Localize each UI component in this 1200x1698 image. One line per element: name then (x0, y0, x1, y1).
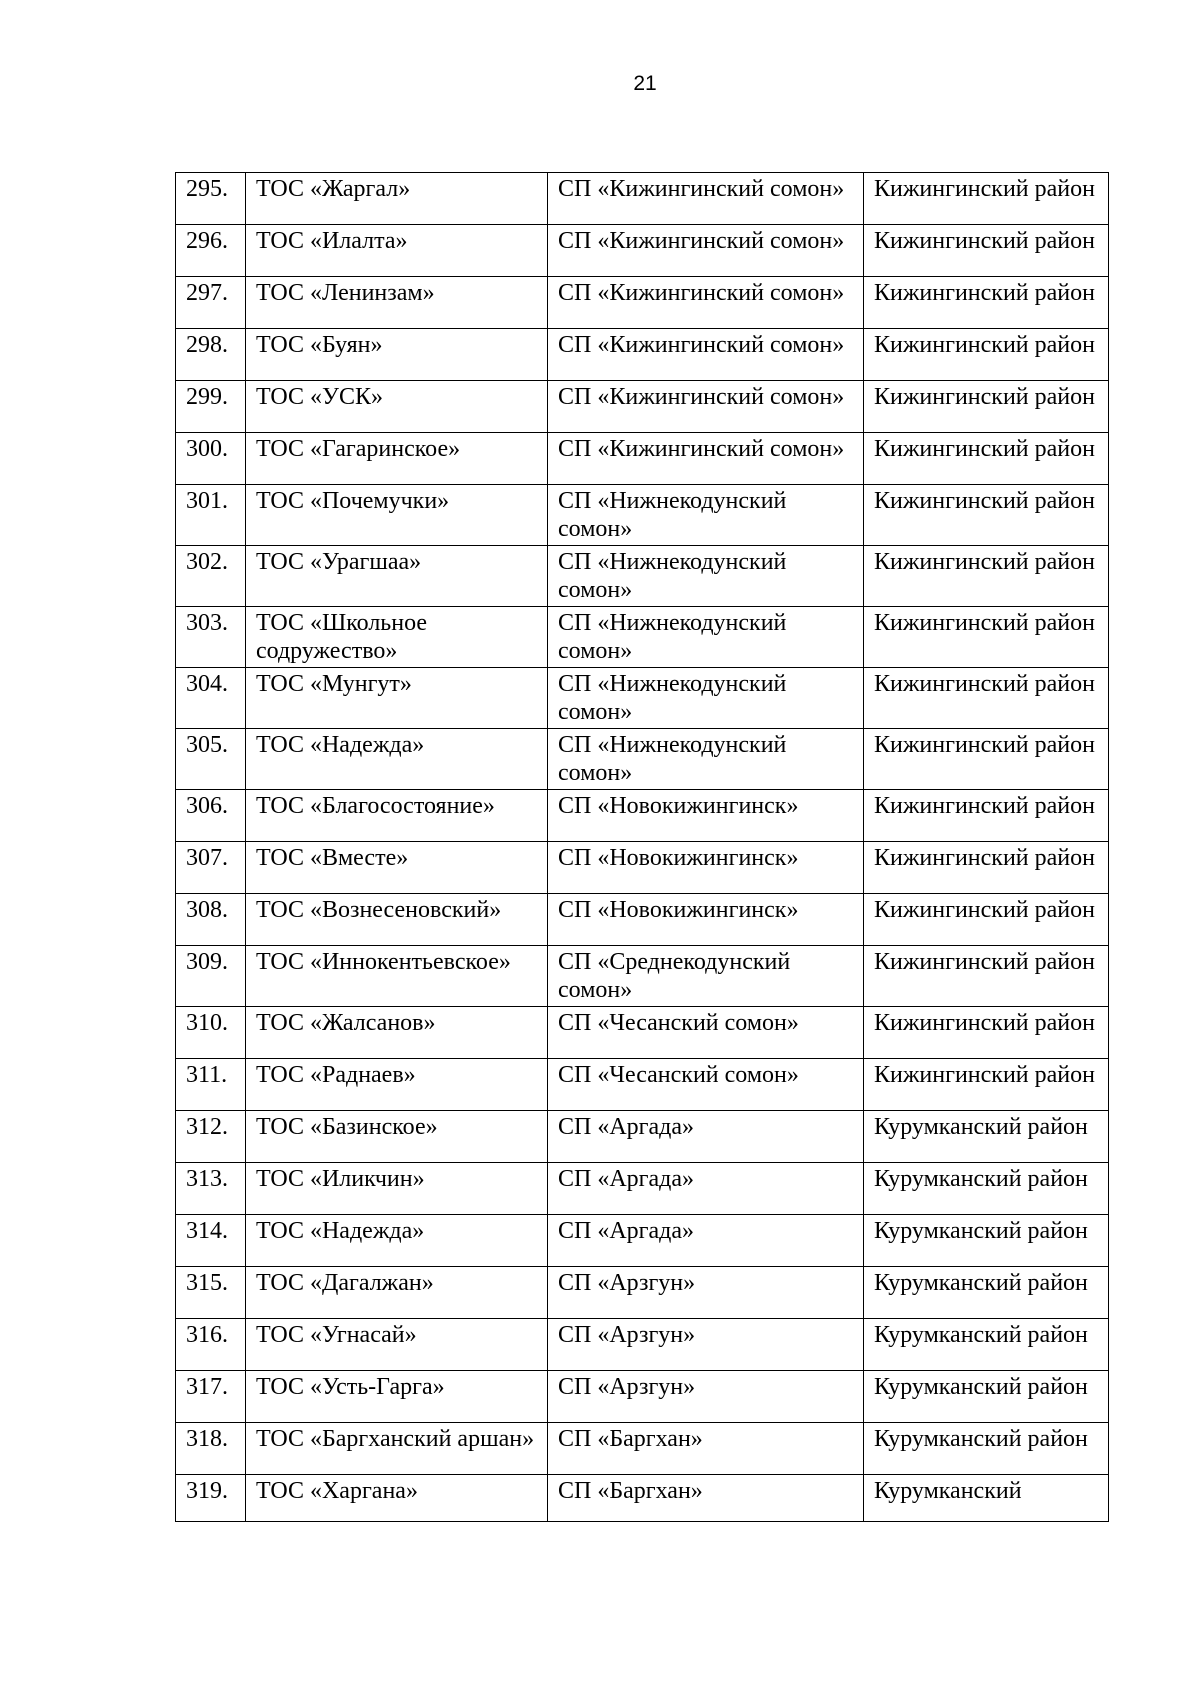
row-number-cell: 317. (176, 1371, 246, 1423)
row-number-cell: 295. (176, 173, 246, 225)
tos-name-cell: ТОС «Вместе» (246, 842, 548, 894)
row-number-cell: 319. (176, 1475, 246, 1522)
district-cell: Кижингинский район (864, 1059, 1109, 1111)
table-row (176, 729, 1109, 790)
row-number-cell: 311. (176, 1059, 246, 1111)
table-row (176, 225, 1109, 277)
table-row (176, 433, 1109, 485)
settlement-cell: СП «Арзгун» (548, 1319, 864, 1371)
row-number-cell: 314. (176, 1215, 246, 1267)
row-number-cell: 304. (176, 668, 246, 729)
table-row (176, 1007, 1109, 1059)
settlement-cell: СП «Кижингинский сомон» (548, 433, 864, 485)
settlement-cell: СП «Новокижингинск» (548, 842, 864, 894)
table-row (176, 1163, 1109, 1215)
settlement-cell: СП «Среднекодунский сомон» (548, 946, 864, 1007)
district-cell: Курумканский район (864, 1371, 1109, 1423)
settlement-cell: СП «Баргхан» (548, 1423, 864, 1475)
district-cell: Кижингинский район (864, 277, 1109, 329)
row-number-cell: 310. (176, 1007, 246, 1059)
table-row (176, 1111, 1109, 1163)
settlement-cell: СП «Новокижингинск» (548, 790, 864, 842)
row-number-cell: 308. (176, 894, 246, 946)
settlement-cell: СП «Кижингинский сомон» (548, 329, 864, 381)
tos-name-cell: ТОС «Иликчин» (246, 1163, 548, 1215)
settlement-cell: СП «Аргада» (548, 1111, 864, 1163)
district-cell: Курумканский район (864, 1215, 1109, 1267)
table-row (176, 607, 1109, 668)
district-cell: Кижингинский район (864, 381, 1109, 433)
tos-name-cell: ТОС «Дагалжан» (246, 1267, 548, 1319)
row-number-cell: 298. (176, 329, 246, 381)
tos-name-cell: ТОС «Усть-Гарга» (246, 1371, 548, 1423)
row-number-cell: 318. (176, 1423, 246, 1475)
tos-name-cell: ТОС «Ленинзам» (246, 277, 548, 329)
row-number-cell: 312. (176, 1111, 246, 1163)
tos-name-cell: ТОС «Илалта» (246, 225, 548, 277)
table-row (176, 790, 1109, 842)
table-row (176, 1059, 1109, 1111)
district-cell: Кижингинский район (864, 329, 1109, 381)
district-cell: Курумканский (864, 1475, 1109, 1522)
table-row (176, 1423, 1109, 1475)
tos-name-cell: ТОС «Школьное содружество» (246, 607, 548, 668)
district-cell: Кижингинский район (864, 1007, 1109, 1059)
table-row (176, 1267, 1109, 1319)
table-row (176, 1319, 1109, 1371)
tos-name-cell: ТОС «Благосостояние» (246, 790, 548, 842)
district-cell: Кижингинский район (864, 546, 1109, 607)
row-number-cell: 315. (176, 1267, 246, 1319)
table-row (176, 329, 1109, 381)
tos-name-cell: ТОС «Харгана» (246, 1475, 548, 1522)
table-body (176, 173, 1109, 1522)
row-number-cell: 296. (176, 225, 246, 277)
tos-name-cell: ТОС «Угнасай» (246, 1319, 548, 1371)
settlement-cell: СП «Арзгун» (548, 1371, 864, 1423)
table-row (176, 1215, 1109, 1267)
district-cell: Кижингинский район (864, 173, 1109, 225)
settlement-cell: СП «Чесанский сомон» (548, 1059, 864, 1111)
table-row (176, 1371, 1109, 1423)
settlement-cell: СП «Нижнекодунский сомон» (548, 546, 864, 607)
district-cell: Кижингинский район (864, 894, 1109, 946)
tos-name-cell: ТОС «Буян» (246, 329, 548, 381)
district-cell: Кижингинский район (864, 842, 1109, 894)
settlement-cell: СП «Аргада» (548, 1215, 864, 1267)
district-cell: Кижингинский район (864, 225, 1109, 277)
district-cell: Курумканский район (864, 1267, 1109, 1319)
settlement-cell: СП «Баргхан» (548, 1475, 864, 1522)
settlement-cell: СП «Кижингинский сомон» (548, 277, 864, 329)
district-cell: Кижингинский район (864, 433, 1109, 485)
settlement-cell: СП «Нижнекодунский сомон» (548, 668, 864, 729)
settlement-cell: СП «Нижнекодунский сомон» (548, 607, 864, 668)
tos-name-cell: ТОС «Жалсанов» (246, 1007, 548, 1059)
settlement-cell: СП «Арзгун» (548, 1267, 864, 1319)
settlement-cell: СП «Кижингинский сомон» (548, 173, 864, 225)
tos-name-cell: ТОС «Базинское» (246, 1111, 548, 1163)
table-row (176, 946, 1109, 1007)
table-row (176, 894, 1109, 946)
tos-name-cell: ТОС «Мунгут» (246, 668, 548, 729)
table-row (176, 1475, 1109, 1522)
district-cell: Курумканский район (864, 1423, 1109, 1475)
row-number-cell: 300. (176, 433, 246, 485)
settlement-cell: СП «Аргада» (548, 1163, 864, 1215)
tos-registry-table (175, 172, 1109, 1522)
district-cell: Курумканский район (864, 1163, 1109, 1215)
row-number-cell: 306. (176, 790, 246, 842)
settlement-cell: СП «Нижнекодунский сомон» (548, 729, 864, 790)
tos-name-cell: ТОС «Надежда» (246, 729, 548, 790)
settlement-cell: СП «Нижнекодунский сомон» (548, 485, 864, 546)
tos-name-cell: ТОС «УСК» (246, 381, 548, 433)
tos-name-cell: ТОС «Баргханский аршан» (246, 1423, 548, 1475)
row-number-cell: 313. (176, 1163, 246, 1215)
settlement-cell: СП «Чесанский сомон» (548, 1007, 864, 1059)
settlement-cell: СП «Кижингинский сомон» (548, 225, 864, 277)
tos-name-cell: ТОС «Иннокентьевское» (246, 946, 548, 1007)
row-number-cell: 299. (176, 381, 246, 433)
district-cell: Кижингинский район (864, 668, 1109, 729)
district-cell: Кижингинский район (864, 607, 1109, 668)
settlement-cell: СП «Новокижингинск» (548, 894, 864, 946)
table-row (176, 485, 1109, 546)
tos-name-cell: ТОС «Вознесеновский» (246, 894, 548, 946)
row-number-cell: 309. (176, 946, 246, 1007)
table-row (176, 546, 1109, 607)
district-cell: Курумканский район (864, 1111, 1109, 1163)
tos-name-cell: ТОС «Надежда» (246, 1215, 548, 1267)
tos-name-cell: ТОС «Раднаев» (246, 1059, 548, 1111)
table-row (176, 381, 1109, 433)
district-cell: Кижингинский район (864, 485, 1109, 546)
page-number: 21 (633, 72, 657, 95)
district-cell: Кижингинский район (864, 790, 1109, 842)
district-cell: Кижингинский район (864, 946, 1109, 1007)
table-row (176, 277, 1109, 329)
table-row (176, 173, 1109, 225)
row-number-cell: 297. (176, 277, 246, 329)
row-number-cell: 316. (176, 1319, 246, 1371)
row-number-cell: 301. (176, 485, 246, 546)
settlement-cell: СП «Кижингинский сомон» (548, 381, 864, 433)
table-row (176, 668, 1109, 729)
tos-name-cell: ТОС «Гагаринское» (246, 433, 548, 485)
district-cell: Кижингинский район (864, 729, 1109, 790)
tos-name-cell: ТОС «Урагшаа» (246, 546, 548, 607)
district-cell: Курумканский район (864, 1319, 1109, 1371)
tos-name-cell: ТОС «Почемучки» (246, 485, 548, 546)
table-row (176, 842, 1109, 894)
row-number-cell: 302. (176, 546, 246, 607)
row-number-cell: 305. (176, 729, 246, 790)
tos-name-cell: ТОС «Жаргал» (246, 173, 548, 225)
row-number-cell: 307. (176, 842, 246, 894)
row-number-cell: 303. (176, 607, 246, 668)
